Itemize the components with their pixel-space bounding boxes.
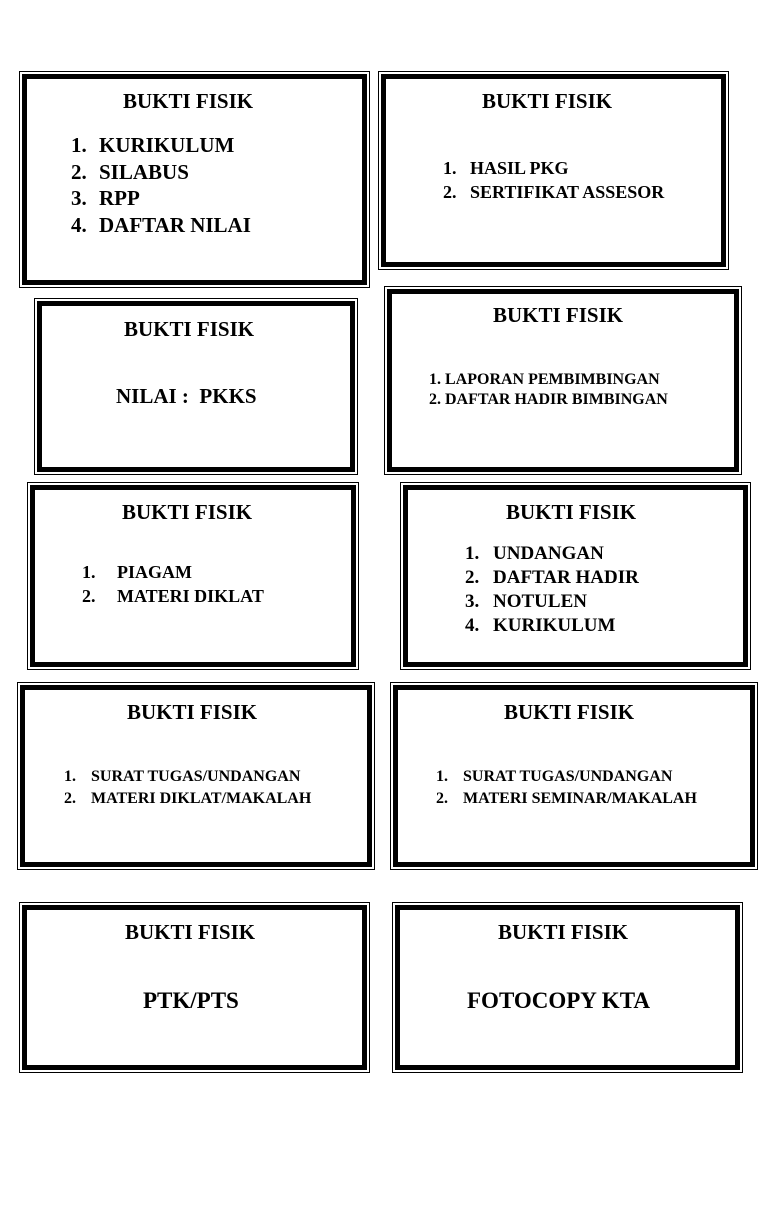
list-item: 1. PIAGAM [82,562,192,582]
list-item: 2. DAFTAR HADIR [465,567,639,588]
card-pembimbingan [387,289,739,472]
list-item: 1. SURAT TUGAS/UNDANGAN [64,768,301,785]
card-fotocopy-kta [395,905,740,1070]
list-item: 3. NOTULEN [465,591,587,612]
card-list [64,766,311,810]
card-list [429,370,668,410]
list-item: 1. UNDANGAN [465,543,604,564]
card-list [443,156,664,204]
list-item: 1. LAPORAN PEMBIMBINGAN [429,371,660,388]
list-item: 1. HASIL PKG [443,158,569,178]
card-pkks [37,301,355,472]
list-item: 2. DAFTAR HADIR BIMBINGAN [429,391,668,408]
card-ptk-pts [22,905,367,1070]
card-single-text: NILAI : PKKS [116,384,257,408]
card-undangan [403,485,748,667]
card-diklat [30,485,356,667]
list-item: 2. MATERI DIKLAT [82,586,264,606]
list-item: 3. RPP [71,186,140,210]
card-list [82,560,264,608]
list-item: 1. KURIKULUM [71,133,235,157]
list-item: 2. SILABUS [71,159,189,184]
card-title: BUKTI FISIK [493,303,624,327]
list-item: 2. MATERI SEMINAR/MAKALAH [436,790,697,807]
card-title: BUKTI FISIK [124,317,255,341]
card-title: BUKTI FISIK [506,500,637,524]
list-item: 1. SURAT TUGAS/UNDANGAN [436,768,673,785]
list-item: 2. MATERI DIKLAT/MAKALAH [64,790,312,807]
card-surat-tugas-diklat [20,685,372,867]
card-single-text: FOTOCOPY KTA [467,988,650,1013]
list-item: 4. KURIKULUM [465,615,616,636]
card-list [436,766,697,810]
card-title: BUKTI FISIK [127,700,258,724]
card-single-text: PTK/PTS [143,988,239,1013]
card-surat-tugas-seminar [393,685,755,867]
card-title: BUKTI FISIK [125,920,256,944]
card-title: BUKTI FISIK [504,700,635,724]
card-kurikulum [22,74,367,285]
card-title: BUKTI FISIK [122,500,253,524]
list-item: 2. SERTIFIKAT ASSESOR [443,182,665,202]
card-title: BUKTI FISIK [482,89,613,113]
card-list [71,132,251,238]
card-title: BUKTI FISIK [123,89,254,113]
card-title: BUKTI FISIK [498,920,629,944]
list-item: 4. DAFTAR NILAI [71,212,251,237]
card-hasil-pkg [381,74,726,267]
card-list [465,542,639,638]
